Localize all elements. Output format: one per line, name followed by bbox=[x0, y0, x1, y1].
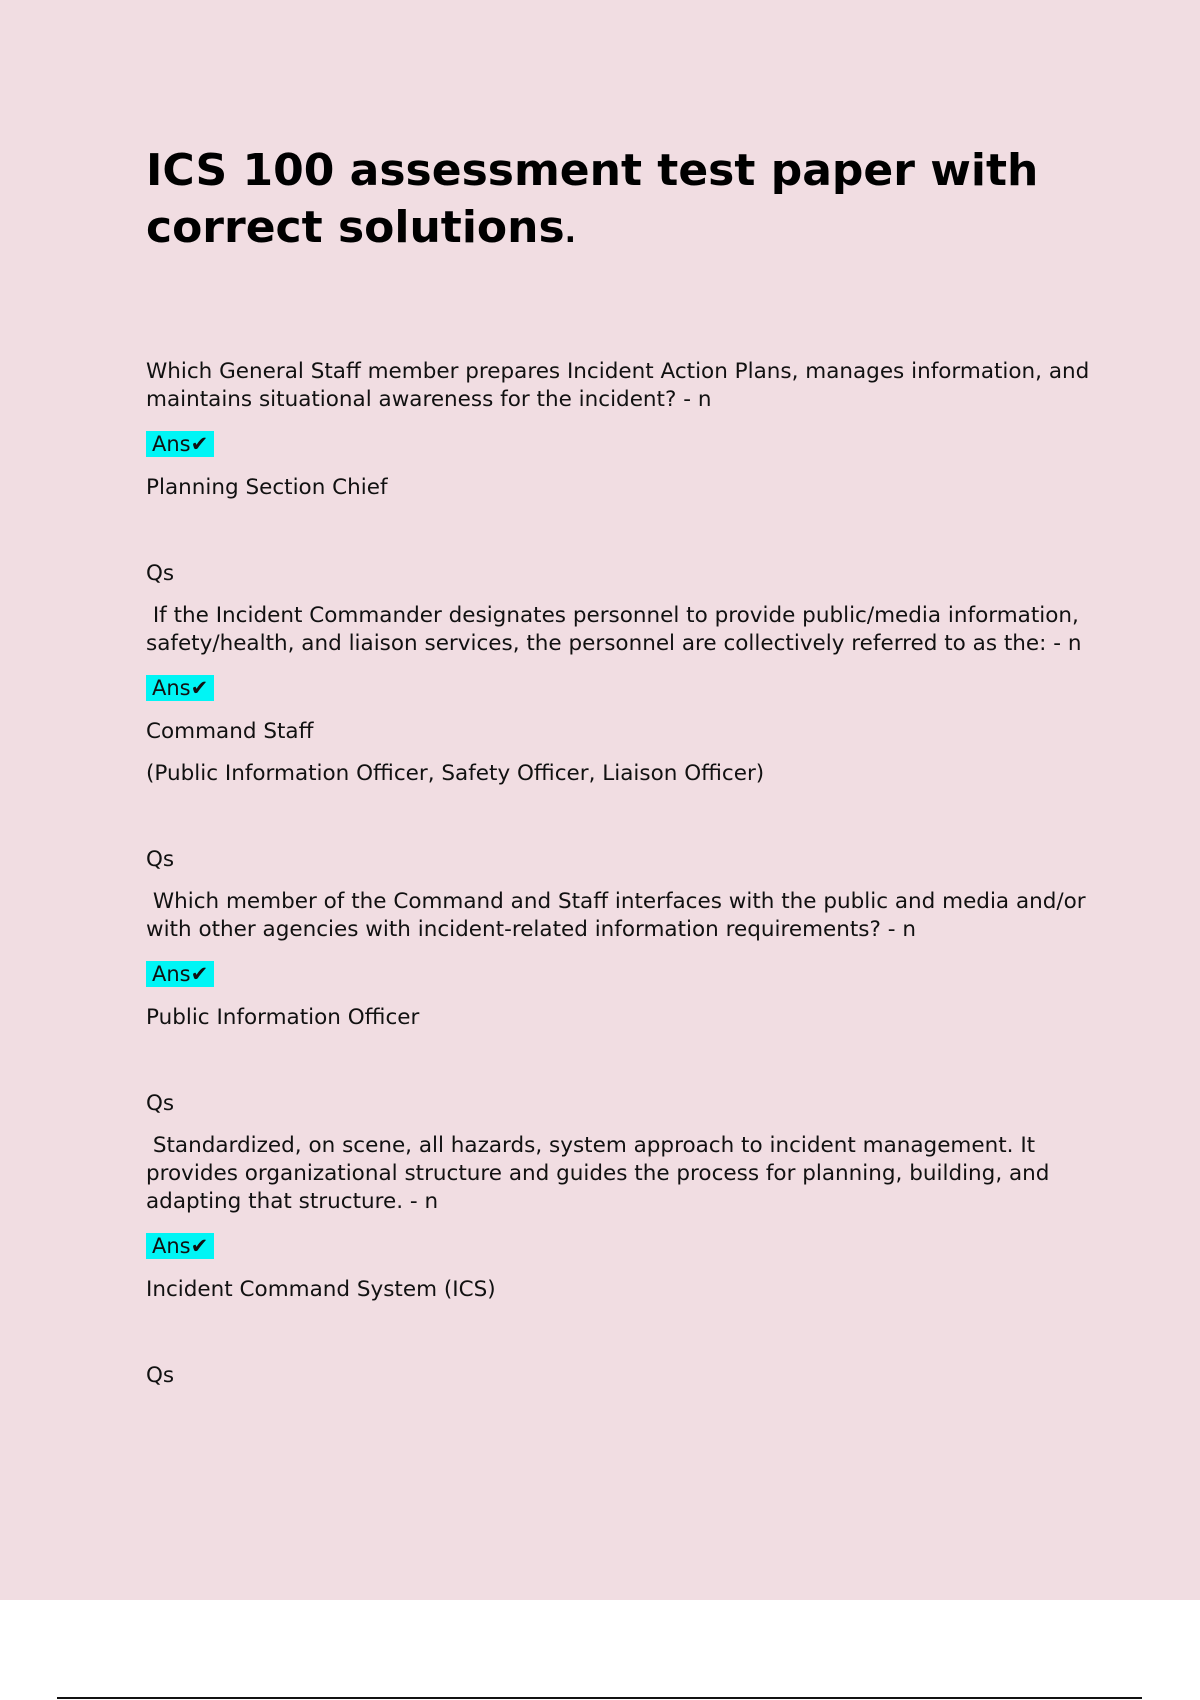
answer-text: Planning Section Chief bbox=[146, 475, 388, 500]
question-marker: Qs bbox=[146, 847, 175, 872]
question-text: If the Incident Commander designates personnel to provide public/media information, safety/health, and liaison services, the personnel are collectively referred to as the: - n bbox=[146, 603, 1086, 656]
answer-badge-row bbox=[146, 675, 1106, 702]
answer-detail-text: (Public Information Officer, Safety Officer, Liaison Officer) bbox=[146, 761, 765, 786]
document-title-text: ICS 100 assessment test paper with correct solutions bbox=[146, 145, 1039, 253]
footer-divider bbox=[57, 1697, 1142, 1699]
answer-badge: Ans✔ bbox=[146, 675, 214, 701]
answer-badge-row bbox=[146, 1233, 1106, 1260]
answer-badge-row bbox=[146, 961, 1106, 988]
answer-badge: Ans✔ bbox=[146, 961, 214, 987]
question-marker: Qs bbox=[146, 561, 175, 586]
question-text: Standardized, on scene, all hazards, system approach to incident management. It provides organizational structure and guides the process for planning, building, and adapting that structure. - n bbox=[146, 1133, 1057, 1214]
qa-item bbox=[146, 888, 1106, 1032]
qa-list bbox=[146, 358, 1106, 1390]
answer-badge: Ans✔ bbox=[146, 1233, 214, 1259]
question-marker: Qs bbox=[146, 1363, 175, 1388]
qa-item bbox=[146, 358, 1106, 502]
question-text: Which General Staff member prepares Incident Action Plans, manages information, and maintains situational awareness for the incident? - n bbox=[146, 359, 1090, 412]
question-marker: Qs bbox=[146, 1091, 175, 1116]
answer-text: Command Staff bbox=[146, 719, 314, 744]
document-title-suffix: . bbox=[564, 215, 577, 250]
qa-item bbox=[146, 602, 1106, 788]
answer-badge-row bbox=[146, 431, 1106, 458]
question-text: Which member of the Command and Staff interfaces with the public and media and/or with other agencies with incident-related information requirements? - n bbox=[146, 889, 1093, 942]
answer-badge: Ans✔ bbox=[146, 431, 214, 457]
answer-text: Public Information Officer bbox=[146, 1005, 420, 1030]
document-title bbox=[146, 142, 1106, 261]
answer-text: Incident Command System (ICS) bbox=[146, 1277, 496, 1302]
qa-item bbox=[146, 1132, 1106, 1304]
